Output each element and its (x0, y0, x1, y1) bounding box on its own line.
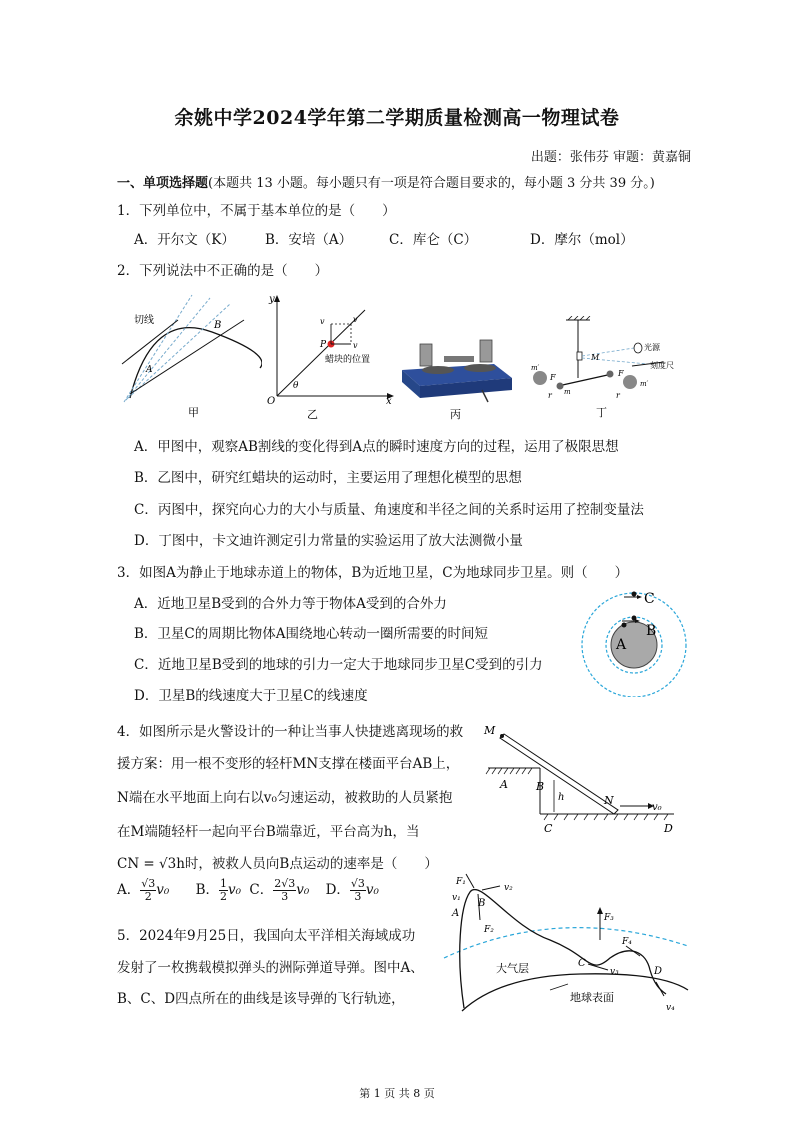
v3-label: v₃ (610, 967, 619, 977)
figure-q4-rescue (478, 722, 688, 836)
wax-position-label: 蜡块的位置 (325, 355, 371, 365)
q4-options (117, 878, 379, 903)
figure-ding (530, 316, 690, 422)
page-title: 余姚中学2024学年第二学期质量检测高一物理试卷 (174, 107, 620, 129)
m-prime-right-label: m′ (640, 380, 649, 388)
q4-option-b (195, 877, 242, 903)
q4-option-b-fraction (219, 878, 228, 903)
atmosphere-label: 大气层 (496, 962, 529, 975)
h-label: h (558, 792, 565, 803)
f2-label: F₂ (484, 925, 494, 935)
q4-option-d-num: √3 (350, 877, 365, 890)
q1-option-c: C．库仑（C） (389, 232, 478, 248)
x-axis-label: x (386, 396, 392, 407)
q3-stem: 3．如图A为静止于地球赤道上的物体，B为近地卫星，C为地球同步卫星。则（ ） (117, 565, 629, 581)
q4-option-b-den: 2 (220, 890, 228, 903)
q4-line-5: CN = √3h时，被救人员向B点运动的速率是（ ） (117, 856, 438, 872)
q1-stem: 1．下列单位中，不属于基本单位的是（ ） (117, 203, 396, 219)
q2-stem: 2．下列说法中不正确的是（ ） (117, 263, 329, 279)
q5-line-3: B、C、D四点所在的曲线是该导弹的飞行轨迹， (117, 991, 405, 1007)
q4-option-a-tail: v₀ (156, 882, 170, 898)
vy-label: v (320, 317, 325, 326)
q3-option-d: D．卫星B的线速度大于卫星C的线速度 (134, 688, 368, 704)
q4-option-c-num: 2√3 (274, 877, 296, 890)
q4-option-a-den: 2 (144, 890, 152, 903)
q3-option-b: B．卫星C的周期比物体A围绕地心转动一圈所需要的时间短 (134, 626, 488, 642)
origin-label: O (267, 396, 276, 407)
m-small-label: m (564, 388, 571, 396)
b-platform-label: B (536, 780, 545, 793)
f1-label: F₁ (456, 877, 466, 887)
q4-option-d-label: D． (325, 882, 350, 898)
section-title: 一、单项选择题 (117, 176, 209, 191)
r-right-label: r (616, 391, 620, 400)
m-end-label: M (484, 724, 496, 737)
d-ground-label: D (664, 822, 673, 835)
page-footer: 第 1 页 共 8 页 (359, 1087, 435, 1100)
q4-option-d-tail: v₀ (365, 882, 379, 898)
figure-jia-caption: 甲 (188, 406, 199, 419)
v0-label: v₀ (652, 802, 662, 813)
q4-option-a (117, 877, 170, 903)
point-a-label: A (452, 908, 460, 919)
figure-bing (398, 330, 516, 422)
point-b-label: B (478, 898, 486, 909)
figure-jia (112, 290, 262, 420)
vx-label: v (353, 341, 358, 350)
f3-label: F₃ (604, 913, 614, 923)
q1-option-d: D．摩尔（mol） (530, 232, 634, 248)
point-a-label: A (146, 365, 153, 375)
q1-option-a: A．开尔文（K） (134, 232, 235, 248)
f4-label: F₄ (622, 937, 632, 947)
earth-surface-label: 地球表面 (570, 991, 614, 1004)
q4-option-c-den: 3 (281, 890, 289, 903)
q4-line-1: 4．如图所示是火警设计的一种让当事人快捷逃离现场的救 (117, 724, 464, 740)
q4-line-4: 在M端随轻杆一起向平台B端靠近，平台高为h，当 (117, 824, 420, 840)
v2-label: v₂ (504, 883, 513, 893)
figure-q5-trajectory (440, 866, 690, 1016)
n-end-label: N (604, 794, 614, 807)
point-b-label: B (214, 320, 222, 331)
theta-label: θ (293, 381, 299, 391)
v1-label: v₁ (452, 893, 461, 903)
point-c-label: C (578, 958, 586, 969)
q2-option-d: D．丁图中，卡文迪许测定引力常量的实验运用了放大法测微小量 (134, 533, 523, 549)
figure-yi-caption: 乙 (307, 408, 318, 421)
force-left-label: F (550, 373, 556, 382)
section-heading (117, 172, 655, 191)
c-ground-label: C (544, 822, 553, 835)
tangent-label: 切线 (134, 315, 154, 326)
q4-option-c-label: C． (249, 882, 274, 898)
q4-option-c (249, 877, 310, 903)
q2-option-a: A．甲图中，观察AB割线的变化得到A点的瞬时速度方向的过程，运用了极限思想 (134, 439, 619, 455)
q3-option-c: C．近地卫星B受到的地球的引力一定大于地球同步卫星C受到的引力 (134, 657, 543, 673)
v-label: v (353, 315, 358, 324)
q4-option-c-fraction (273, 878, 296, 903)
q4-option-a-fraction (140, 878, 156, 903)
m-label: M (591, 353, 600, 362)
figure-bing-caption: 丙 (450, 408, 461, 421)
q5-line-1: 5．2024年9月25日，我国向太平洋相关海域成功 (117, 928, 416, 944)
figure-q3-orbits (578, 585, 693, 697)
q4-line-3: N端在水平地面上向右以v₀匀速运动，被救助的人员紧抱 (117, 790, 453, 806)
p-label: P (320, 340, 327, 350)
point-d-label: D (654, 966, 663, 977)
q4-option-b-num: 1 (220, 877, 228, 890)
y-axis-label: y (269, 294, 275, 305)
object-a-label: A (616, 637, 627, 653)
q4-option-b-tail: v₀ (228, 882, 242, 898)
q4-option-d (325, 877, 379, 903)
q4-option-a-label: A． (117, 882, 141, 898)
r-left-label: r (548, 391, 552, 400)
q2-option-b: B．乙图中，研究红蜡块的运动时，主要运用了理想化模型的思想 (134, 470, 522, 486)
m-prime-left-label: m′ (531, 364, 540, 372)
authors-line: 出题：张伟芬 审题：黄嘉铜 (530, 150, 691, 165)
satellite-c-label: C (644, 591, 655, 607)
v4-label: v₄ (666, 1003, 675, 1013)
q2-option-c: C．丙图中，探究向心力的大小与质量、角速度和半径之间的关系时运用了控制变量法 (134, 502, 644, 518)
scale-label: 刻度尺 (650, 361, 674, 370)
q1-option-b: B．安培（A） (265, 232, 353, 248)
figure-yi (265, 292, 400, 422)
q4-option-b-label: B． (195, 882, 220, 898)
q3-option-a: A．近地卫星B受到的合外力等于物体A受到的合外力 (134, 596, 447, 612)
q4-option-d-fraction (350, 878, 366, 903)
force-right-label: F (618, 369, 624, 378)
q5-line-2: 发射了一枚携载模拟弹头的洲际弹道导弹。图中A、 (117, 960, 424, 976)
section-note: (本题共 13 小题。每小题只有一项是符合题目要求的，每小题 3 分共 39 分。) (208, 176, 655, 191)
q4-option-c-tail: v₀ (296, 882, 310, 898)
a-platform-label: A (500, 778, 508, 791)
q4-line-2: 援方案：用一根不变形的轻杆MN支撑在楼面平台AB上， (117, 756, 460, 772)
satellite-b-label: B (646, 623, 657, 639)
q4-option-a-num: √3 (141, 877, 156, 890)
light-source-label: 光源 (644, 343, 660, 352)
q4-option-d-den: 3 (354, 890, 362, 903)
figure-ding-caption: 丁 (596, 406, 607, 419)
